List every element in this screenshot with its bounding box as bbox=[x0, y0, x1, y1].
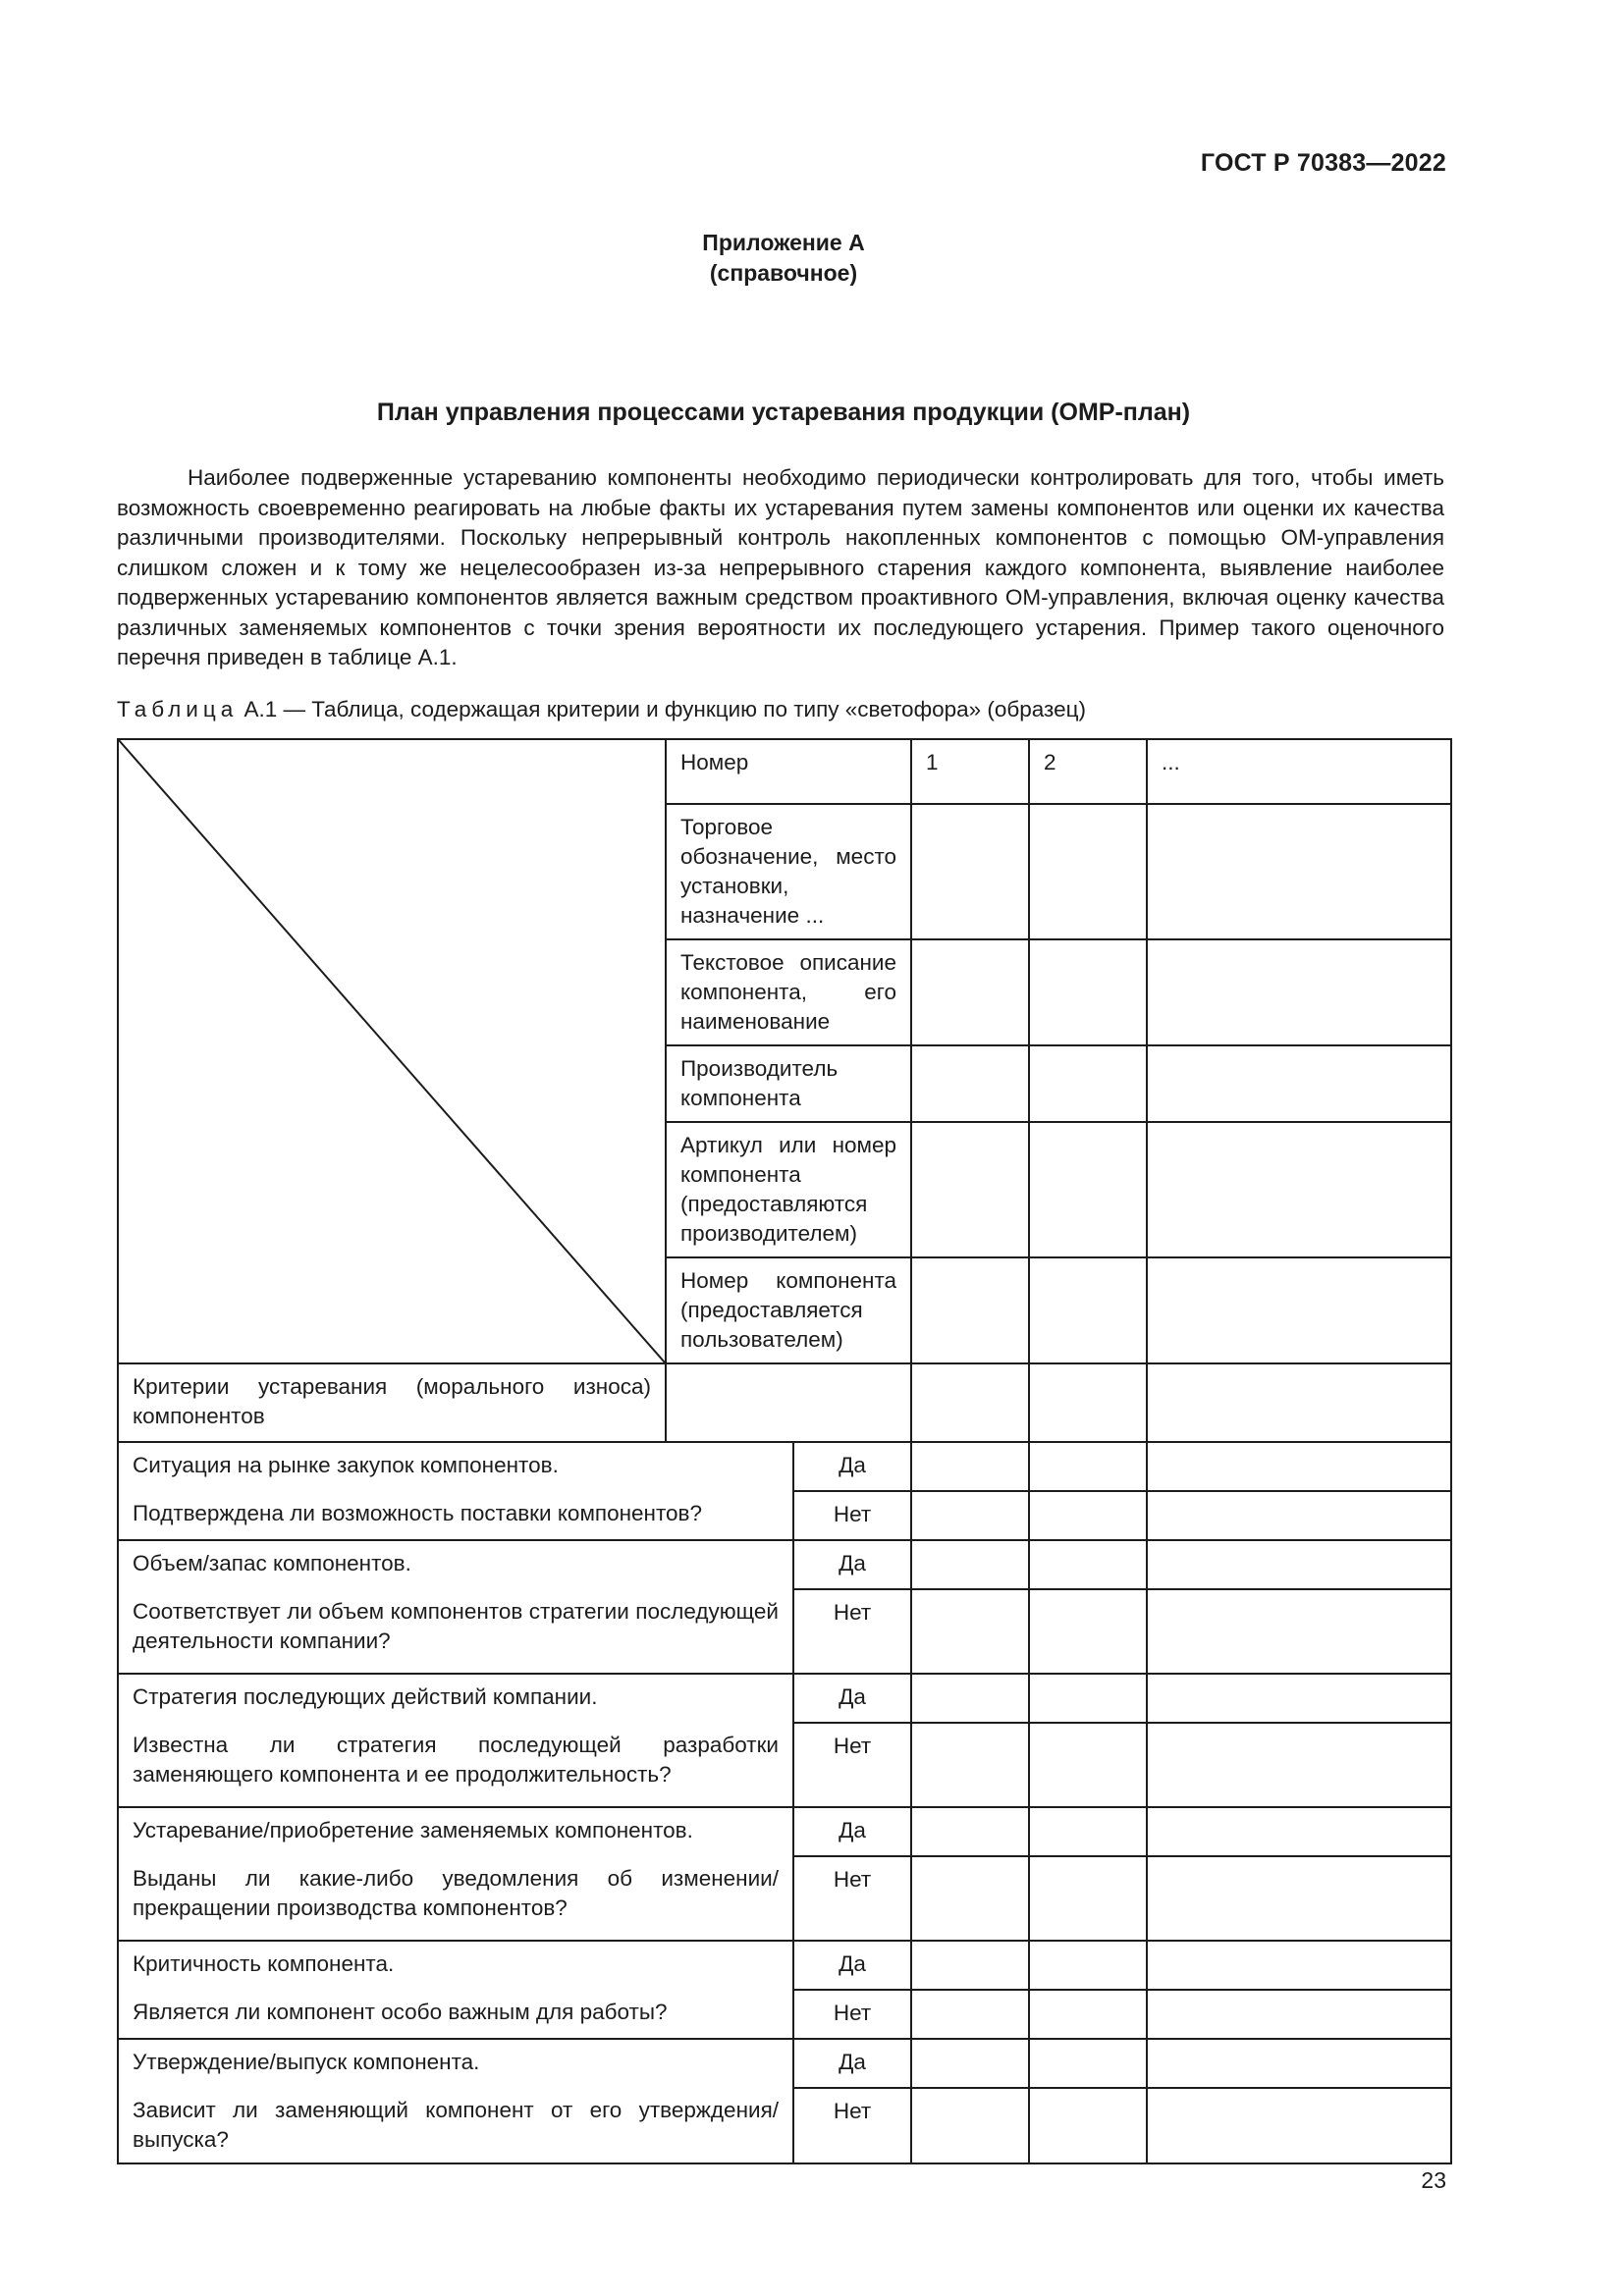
value-cell bbox=[1029, 2039, 1147, 2088]
criterion-statement: Объем/запас компонентов. bbox=[118, 1540, 793, 1589]
header-label-cell: Номер bbox=[666, 739, 911, 804]
value-cell bbox=[1147, 939, 1451, 1045]
annex-subtitle: (справочное) bbox=[709, 260, 858, 286]
table-row bbox=[118, 1589, 1451, 1674]
value-cell bbox=[1029, 1941, 1147, 1990]
table-row bbox=[118, 1807, 1451, 1856]
value-cell bbox=[1147, 1257, 1451, 1363]
value-cell bbox=[1029, 1990, 1147, 2039]
table-row bbox=[118, 1990, 1451, 2039]
value-cell bbox=[1147, 2088, 1451, 2163]
value-cell bbox=[911, 1990, 1029, 2039]
value-cell bbox=[1029, 939, 1147, 1045]
value-cell bbox=[1147, 804, 1451, 939]
answer-no: Нет bbox=[793, 2088, 911, 2163]
criterion-question: Соответствует ли объем компонентов стратегии последующей деятельности компании? bbox=[118, 1589, 793, 1674]
header-label-cell: Торговое обозначение, место установки, назначение ... bbox=[666, 804, 911, 939]
value-cell bbox=[911, 939, 1029, 1045]
value-cell bbox=[911, 1674, 1029, 1723]
table-row bbox=[118, 1540, 1451, 1589]
value-cell bbox=[911, 1363, 1029, 1442]
table-row bbox=[118, 1856, 1451, 1941]
section-title: План управления процессами устаревания продукции (ОМР-план) bbox=[376, 399, 1191, 426]
criterion-statement: Стратегия последующих действий компании. bbox=[118, 1674, 793, 1723]
answer-yes: Да bbox=[793, 1674, 911, 1723]
value-cell bbox=[911, 1491, 1029, 1540]
annex-title: Приложение А bbox=[702, 230, 865, 255]
standard-number: ГОСТ Р 70383—2022 bbox=[1200, 149, 1446, 177]
value-cell bbox=[911, 1045, 1029, 1122]
value-cell bbox=[911, 1589, 1029, 1674]
criterion-question: Подтверждена ли возможность поставки компонентов? bbox=[118, 1491, 793, 1540]
value-cell bbox=[1147, 1941, 1451, 1990]
table-row bbox=[118, 1941, 1451, 1990]
diagonal-corner-cell bbox=[118, 739, 666, 1363]
value-cell bbox=[1147, 1856, 1451, 1941]
table-row bbox=[118, 1723, 1451, 1807]
criteria-table bbox=[117, 738, 1452, 2164]
header-label-cell: Номер компонента (предоставляется пользователем) bbox=[666, 1257, 911, 1363]
value-cell bbox=[911, 804, 1029, 939]
criterion-question: Является ли компонент особо важным для работы? bbox=[118, 1990, 793, 2039]
answer-no: Нет bbox=[793, 1856, 911, 1941]
answer-no: Нет bbox=[793, 1589, 911, 1674]
value-cell bbox=[1147, 1990, 1451, 2039]
answer-no: Нет bbox=[793, 1990, 911, 2039]
criterion-question: Известна ли стратегия последующей разработки заменяющего компонента и ее продолжительность? bbox=[118, 1723, 793, 1807]
table-row bbox=[118, 2088, 1451, 2163]
table-row bbox=[118, 1674, 1451, 1723]
value-cell bbox=[1147, 1045, 1451, 1122]
value-cell bbox=[1029, 804, 1147, 939]
value-cell bbox=[911, 2088, 1029, 2163]
header-label-cell: Текстовое описание компонента, его наименование bbox=[666, 939, 911, 1045]
table-caption bbox=[117, 697, 1086, 722]
value-cell bbox=[1147, 2039, 1451, 2088]
table-row bbox=[118, 2039, 1451, 2088]
criterion-statement: Критичность компонента. bbox=[118, 1941, 793, 1990]
intro-paragraph: Наиболее подверженные устареванию компоненты необходимо периодически контролировать для того, чтобы иметь возможность своевременно реагировать на любые факты их устаревания путем замены компонентов или оценки их качества различными производителями. Поскольку непрерывный контроль накопленных компонентов с помощью ОМ-управления слишком сложен и к тому же нецелесообразен из-за непрерывного старения каждого компонента, выявление наиболее подверженных устареванию компонентов является важным средством проактивного ОМ-управления, включая оценку качества различных заменяемых компонентов с точки зрения вероятности их последующего устарения. Пример такого оценочного перечня приведен в таблице А.1. bbox=[117, 465, 1444, 669]
criterion-statement: Утверждение/выпуск компонента. bbox=[118, 2039, 793, 2088]
criteria-label-cell: Критерии устаревания (морального износа) компонентов bbox=[118, 1363, 666, 1442]
value-cell bbox=[1147, 1363, 1451, 1442]
value-cell bbox=[1147, 1723, 1451, 1807]
value-cell bbox=[1029, 1442, 1147, 1491]
value-cell bbox=[1029, 1491, 1147, 1540]
criterion-statement: Устаревание/приобретение заменяемых компонентов. bbox=[118, 1807, 793, 1856]
value-cell bbox=[911, 1807, 1029, 1856]
value-cell bbox=[1029, 1674, 1147, 1723]
value-cell bbox=[1029, 1723, 1147, 1807]
value-cell bbox=[911, 1856, 1029, 1941]
criterion-question: Зависит ли заменяющий компонент от его утверждения/выпуска? bbox=[118, 2088, 793, 2163]
value-cell bbox=[1147, 1540, 1451, 1589]
answer-yes: Да bbox=[793, 1442, 911, 1491]
page-number: 23 bbox=[1421, 2167, 1446, 2193]
table-row bbox=[118, 1363, 1451, 1442]
value-cell bbox=[1147, 1674, 1451, 1723]
value-cell bbox=[911, 1723, 1029, 1807]
value-cell bbox=[1147, 1122, 1451, 1257]
value-cell bbox=[911, 1442, 1029, 1491]
value-cell bbox=[911, 1257, 1029, 1363]
answer-no: Нет bbox=[793, 1723, 911, 1807]
value-cell bbox=[666, 1363, 911, 1442]
table-row bbox=[118, 1491, 1451, 1540]
criterion-question: Выданы ли какие-либо уведомления об изменении/прекращении производства компонентов? bbox=[118, 1856, 793, 1941]
value-cell bbox=[1029, 1257, 1147, 1363]
table-caption-text: А.1 — Таблица, содержащая критерии и функцию по типу «светофора» (образец) bbox=[244, 697, 1087, 721]
value-cell bbox=[1029, 1540, 1147, 1589]
criterion-statement: Ситуация на рынке закупок компонентов. bbox=[118, 1442, 793, 1491]
header-label-cell: Производитель компонента bbox=[666, 1045, 911, 1122]
value-cell bbox=[911, 1122, 1029, 1257]
table-row bbox=[118, 739, 1451, 804]
value-cell bbox=[1029, 1122, 1147, 1257]
answer-yes: Да bbox=[793, 1941, 911, 1990]
annex-heading bbox=[0, 228, 1567, 289]
value-cell bbox=[1147, 1589, 1451, 1674]
value-cell bbox=[1029, 1045, 1147, 1122]
table-caption-label: Таблица bbox=[117, 697, 239, 721]
value-cell bbox=[1147, 1807, 1451, 1856]
component-number-cell: 2 bbox=[1029, 739, 1147, 804]
value-cell bbox=[911, 1540, 1029, 1589]
value-cell bbox=[911, 1941, 1029, 1990]
diagonal-line bbox=[119, 740, 665, 1362]
value-cell bbox=[1029, 1589, 1147, 1674]
value-cell bbox=[1029, 1363, 1147, 1442]
value-cell bbox=[1029, 1807, 1147, 1856]
component-number-cell: 1 bbox=[911, 739, 1029, 804]
value-cell bbox=[911, 2039, 1029, 2088]
value-cell bbox=[1029, 2088, 1147, 2163]
answer-no: Нет bbox=[793, 1491, 911, 1540]
answer-yes: Да bbox=[793, 1807, 911, 1856]
value-cell bbox=[1029, 1856, 1147, 1941]
header-label-cell: Артикул или номер компонента (предоставляются производителем) bbox=[666, 1122, 911, 1257]
answer-yes: Да bbox=[793, 2039, 911, 2088]
table-row bbox=[118, 1442, 1451, 1491]
value-cell bbox=[1147, 1442, 1451, 1491]
answer-yes: Да bbox=[793, 1540, 911, 1589]
value-cell bbox=[1147, 1491, 1451, 1540]
component-number-cell: ... bbox=[1147, 739, 1451, 804]
